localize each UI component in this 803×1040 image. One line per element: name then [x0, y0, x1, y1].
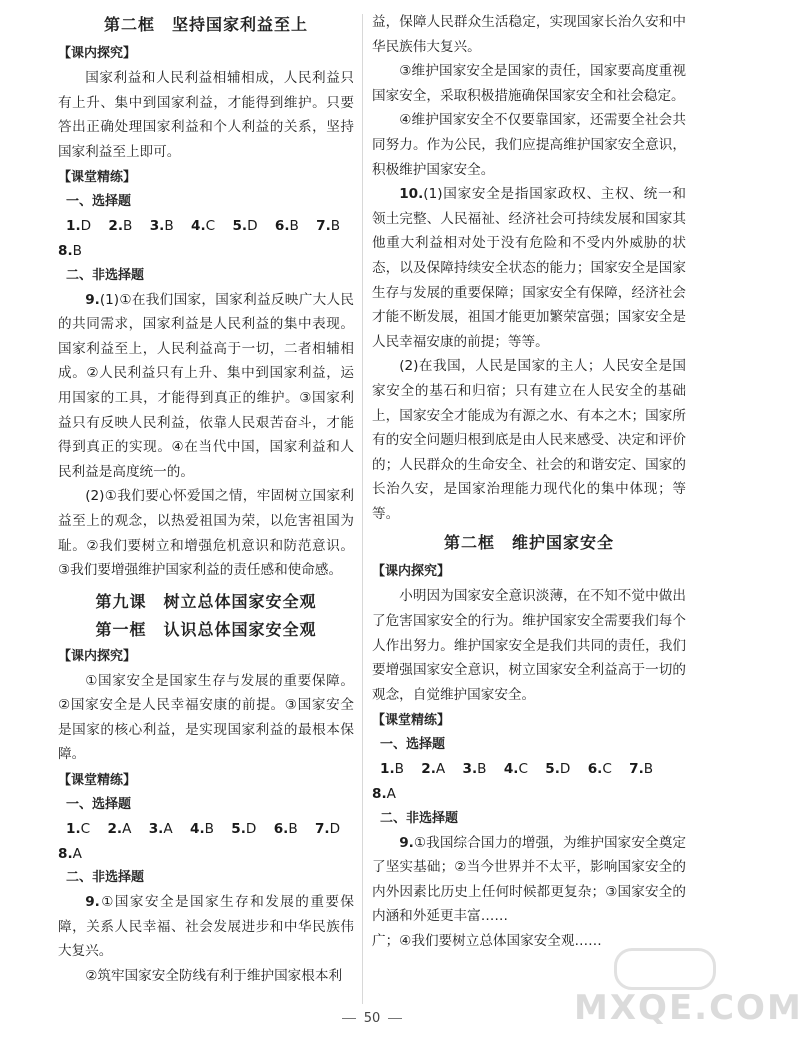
question-9-part-2: (2)①我们要心怀爱国之情，牢固树立国家利益至上的观念，以热爱祖国为荣，以危害祖国为耻。②我们要树立和增强危机意识和防范意识。③我们要增强维护国家利益的责任感和使命感。 — [58, 488, 354, 579]
explore-label: 【课内探究】 — [372, 564, 451, 580]
question-9-part-1: 9.①我国综合国力的增强，为维护国家安全奠定了坚实基础；②当今世界并不太平，影响国家安全的内外因素比历史上任何时候都更复杂；③国家安全的内涵和外延更丰富…… — [372, 834, 686, 925]
answer-item: 5.D — [545, 761, 571, 778]
answer-item: 7.B — [316, 218, 341, 235]
answer-item: 4.C — [190, 218, 216, 235]
answer-item: 2.A — [107, 821, 132, 838]
answer-item: 6.B — [274, 218, 299, 235]
footer-dash-left — [342, 1018, 356, 1019]
nonchoice-label: 二、非选择题 — [66, 870, 145, 886]
practice-label: 【课堂精练】 — [372, 713, 451, 729]
answer-item: 1.C — [66, 821, 91, 838]
choice-answers — [58, 214, 354, 263]
question-9-part-2: 广；④我们要树立总体国家安全观…… — [372, 933, 602, 949]
answer-item: 7.B — [629, 761, 654, 778]
answer-item: 6.B — [273, 821, 298, 838]
question-9-part-1: 9.①国家安全是国家生存和发展的重要保障，关系人民幸福、社会发展进步和中华民族伟大复兴。 — [58, 894, 354, 960]
answer-item: 8.A — [58, 845, 82, 862]
nonchoice-label: 二、非选择题 — [66, 267, 145, 283]
watermark-badge-icon — [614, 948, 716, 990]
answer-item: 5.D — [232, 218, 258, 235]
choice-label: 一、选择题 — [66, 797, 132, 813]
answer-item: 5.D — [231, 821, 257, 838]
question-9-part-1: 9.(1)①在我们国家，国家利益反映广大人民的共同需求，国家利益是人民利益的集中表现。国家利益至上，人民利益高于一切，二者相辅相成。②人民利益只有上升、集中到国家利益，运用国家的工具，才能得到真正的维护。③国家利益只有反映人民利益，依靠人民艰苦奋斗，才能得到真正的实现。④在当代中国，国家利益和人民利益是高度统一的。 — [58, 291, 354, 480]
section-title: 第二框 维护国家安全 — [443, 533, 614, 553]
choice-label: 一、选择题 — [380, 737, 446, 753]
continued-text: 益，保障人民群众生活稳定，实现国家长治久安和中华民族伟大复兴。 — [372, 14, 686, 55]
question-10-part-1: 10.(1)国家安全是指国家政权、主权、统一和领土完整、人民福祉、经济社会可持续发展和国家其他重大利益相对处于没有危险和不受内外威胁的状态，以及保障持续安全状态的能力；国家安全是国家生存与发展的重要保障；国家安全有保障，经济社会才能不断发展，祖国才能更加繁荣富强；国家安全是人民幸福安康的前提；等等。 — [372, 186, 686, 350]
answer-item: 1.D — [66, 218, 92, 235]
lesson-title: 第九课 树立总体国家安全观 — [95, 591, 317, 611]
answer-item: 3.B — [462, 761, 487, 778]
answer-item: 3.A — [148, 821, 173, 838]
explore-text: 小明因为国家安全意识淡薄，在不知不觉中做出了危害国家安全的行为。维护国家安全需要我们每个人作出努力。维护国家安全是我们共同的责任，我们要增强国家安全意识，树立国家安全利益高于一切的观念，自觉维护国家安全。 — [372, 588, 686, 703]
choice-answers — [58, 817, 354, 866]
answer-item: 3.B — [149, 218, 174, 235]
answer-item: 2.B — [108, 218, 133, 235]
answer-item: 1.B — [380, 761, 404, 778]
answer-paragraph: ④维护国家安全不仅要靠国家，还需要全社会共同努力。作为公民，我们应提高维护国家安全意识，积极维护国家安全。 — [372, 112, 686, 178]
watermark-text: MXQE.COM — [574, 988, 803, 1028]
page-number: 50 — [363, 1011, 381, 1026]
answer-paragraph: ③维护国家安全是国家的责任，国家要高度重视国家安全，采取积极措施确保国家安全和社会稳定。 — [372, 63, 686, 104]
answer-item: 4.B — [189, 821, 214, 838]
question-10-part-2: (2)在我国，人民是国家的主人；人民安全是国家安全的基石和归宿；只有建立在人民安全的基础上，国家安全才能成为有源之水、有本之木；国家所有的安全问题归根到底是由人民来感受、决定和评价的；人民群众的生命安全、社会的和谐安定、国家的长治久安，是国家治理能力现代化的集中体现；等等。 — [372, 358, 686, 522]
answer-item: 2.A — [421, 761, 446, 778]
section-title: 第一框 认识总体国家安全观 — [95, 619, 317, 639]
answer-item: 7.D — [314, 821, 341, 838]
nonchoice-label: 二、非选择题 — [380, 810, 459, 826]
explore-text: ①国家安全是国家生存与发展的重要保障。②国家安全是人民幸福安康的前提。③国家安全是国家的核心利益，是实现国家利益的最根本保障。 — [58, 672, 354, 763]
choice-answers — [372, 757, 686, 806]
explore-label: 【课内探究】 — [58, 46, 137, 61]
page-footer — [0, 1009, 744, 1029]
column-divider — [362, 14, 363, 1004]
answer-item: 6.C — [587, 761, 612, 778]
practice-label: 【课堂精练】 — [58, 170, 137, 186]
section-title: 第二框 坚持国家利益至上 — [103, 15, 308, 34]
practice-label: 【课堂精练】 — [58, 773, 137, 789]
answer-item: 8.B — [58, 242, 82, 259]
answer-item: 8.A — [372, 786, 396, 803]
footer-dash-right — [388, 1018, 402, 1019]
right-column — [372, 10, 686, 954]
explore-label: 【课内探究】 — [58, 648, 137, 664]
answer-item: 4.C — [503, 761, 528, 778]
choice-label: 一、选择题 — [66, 194, 132, 210]
explore-text: 国家利益和人民利益相辅相成，人民利益只有上升、集中到国家利益，才能得到维护。只要答出正确处理国家利益和个人利益的关系，坚持国家利益至上即可。 — [58, 70, 354, 160]
question-9-part-2: ②筑牢国家安全防线有利于维护国家根本利 — [85, 968, 343, 985]
left-column — [58, 10, 354, 989]
